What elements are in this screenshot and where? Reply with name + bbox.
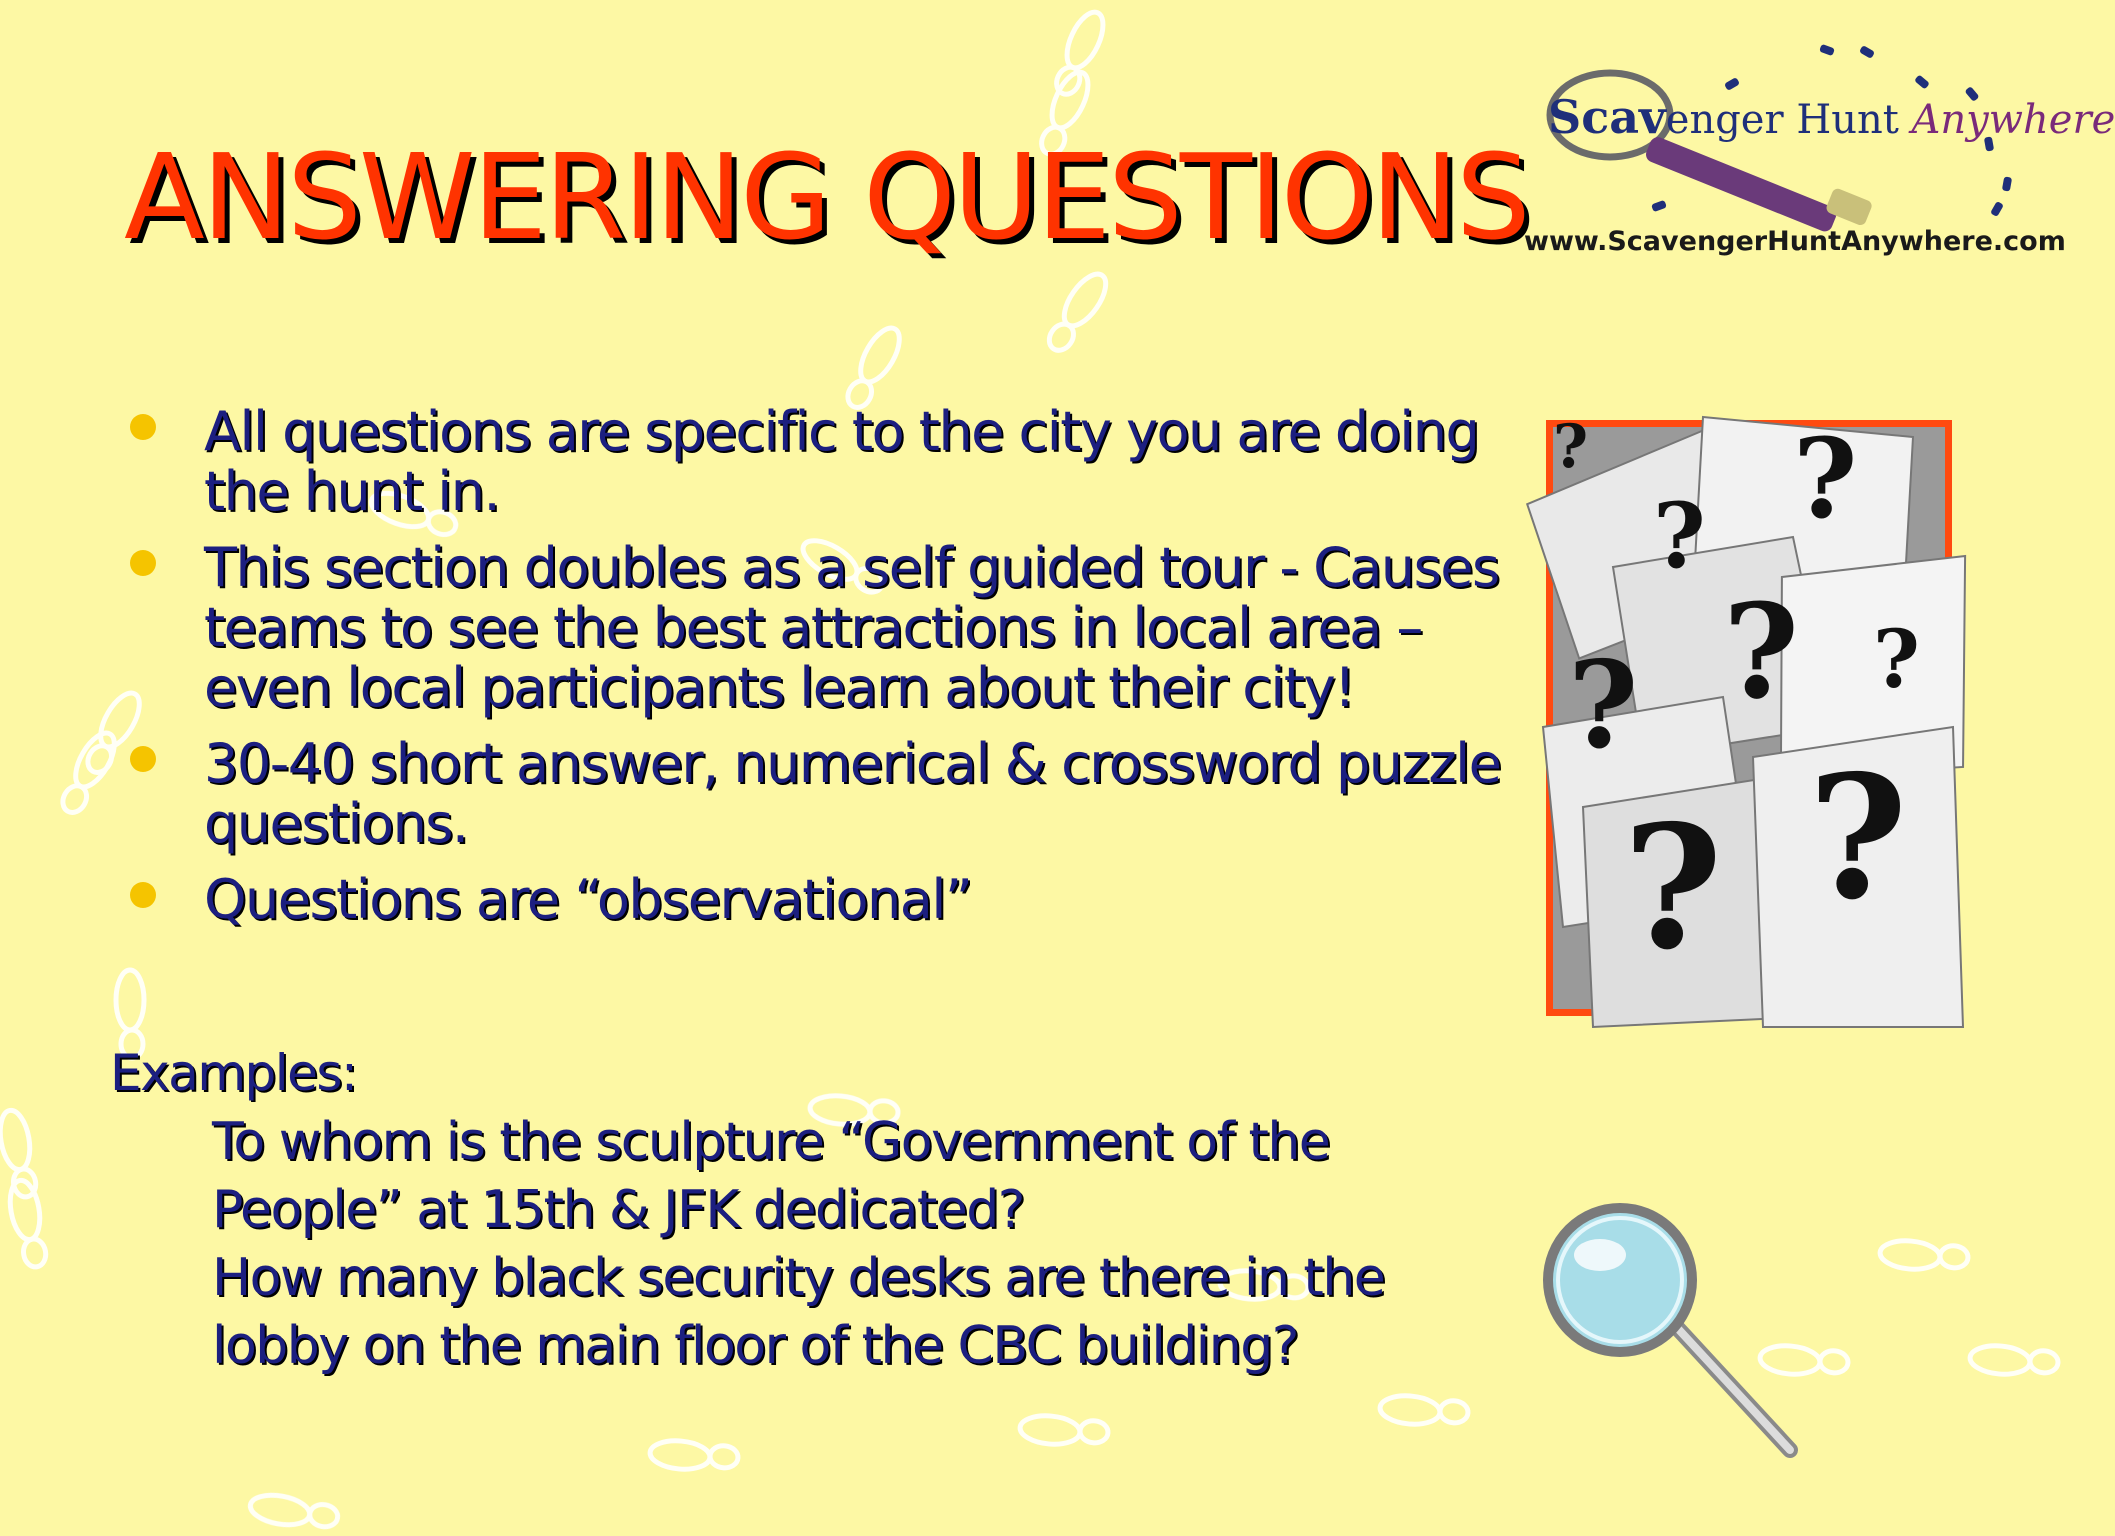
question-marks-photo xyxy=(1546,412,1952,1016)
svg-text:?: ? xyxy=(1723,575,1800,728)
logo-wordmark xyxy=(1548,90,2115,144)
bullet-icon xyxy=(130,414,156,440)
bullet-item xyxy=(130,870,1560,930)
slide-title: ANSWERING QUESTIONS xyxy=(124,128,1528,266)
example-question: To whom is the sculpture “Government of the People” at 15th & JFK dedicated? xyxy=(212,1112,1330,1240)
bullet-text: This section doubles as a self guided tour - Causes teams to see the best attractions in local area – even local participants learn about their city! xyxy=(204,536,1499,719)
bullet-icon xyxy=(130,882,156,908)
bullet-icon xyxy=(130,550,156,576)
bullet-item xyxy=(130,734,1560,854)
examples-label: Examples: xyxy=(110,1044,357,1102)
svg-text:?: ? xyxy=(1808,738,1908,938)
svg-text:?: ? xyxy=(1568,635,1639,776)
bullet-item xyxy=(130,402,1560,522)
question-marks-illustration xyxy=(1553,412,1945,1009)
bullet-text: 30-40 short answer, numerical & crossword puzzle questions. xyxy=(204,732,1501,855)
svg-text:?: ? xyxy=(1553,412,1589,482)
logo-word-anywhere: Anywhere xyxy=(1911,97,2115,143)
bullet-text: Questions are “observational” xyxy=(204,868,972,931)
svg-text:?: ? xyxy=(1793,414,1858,543)
magnifying-glass-icon xyxy=(1530,1200,1820,1470)
bullet-icon xyxy=(130,746,156,772)
example-question: How many black security desks are there in the lobby on the main floor of the CBC building? xyxy=(212,1248,1385,1376)
bullet-list xyxy=(130,402,1560,946)
logo-url: www.ScavengerHuntAnywhere.com xyxy=(1524,226,2066,257)
examples-list xyxy=(212,1108,1512,1380)
bullet-item xyxy=(130,538,1560,718)
logo-word-scav: Scav xyxy=(1548,90,1666,144)
logo-word-enger: enger xyxy=(1665,97,1784,143)
svg-text:?: ? xyxy=(1873,612,1920,706)
svg-text:?: ? xyxy=(1623,788,1723,988)
bullet-text: All questions are specific to the city you are doing the hunt in. xyxy=(204,400,1479,523)
svg-text:?: ? xyxy=(1653,483,1706,589)
logo-word-hunt: Hunt xyxy=(1796,97,1899,143)
